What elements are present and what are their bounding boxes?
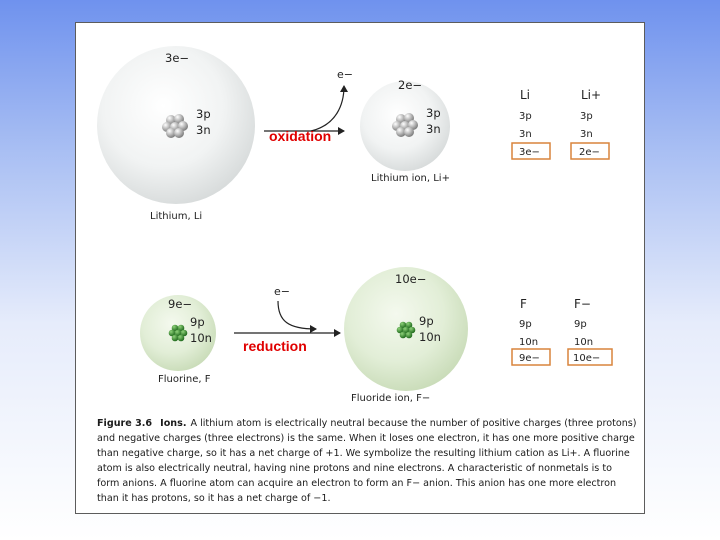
electron-gain-arrow [278,301,316,329]
caption-title: Ions. [160,418,187,429]
f-table-protons-ion: 9p [574,319,587,330]
f-table-protons-atom: 9p [519,319,532,330]
caption-text: A lithium atom is electrically neutral because the number of positive charges (three protons) and negative charges (three electrons) is the same. When it loses one electron, it has one more positive charge than negative charge, so it has a net charge of +1. We symbolize the resulting lithium cation as Li+. A fluorine atom is also electrically neutral, having nine protons and nine electrons. A characteristic of nonmetals is to form anions. A fluorine atom can acquire an electron to form an F− anion. This anion has one more electron than it has protons, so it has a net charge of −1. [97,418,637,504]
fluoride-protons-label: 9p [419,314,434,328]
electron-release-arrow [311,86,344,131]
reduction-label: reduction [243,338,307,354]
li-table-header-ion: Li+ [581,88,602,102]
li-table-electrons-ion: 2e− [579,147,600,158]
lithium-ion-protons-label: 3p [426,106,441,120]
figure-caption [97,416,637,506]
ions-diagram [76,23,646,413]
figure-number: Figure 3.6 [97,418,153,429]
f-table-neutrons-atom: 10n [519,337,539,348]
lithium-electrons-label: 3e− [165,51,190,65]
lithium-protons-label: 3p [196,107,211,121]
fluoride-ion-name: Fluoride ion, F− [351,393,431,404]
fluorine-electrons-label: 9e− [168,297,193,311]
figure-panel [75,22,645,514]
f-table-electrons-ion: 10e− [573,353,601,364]
f-table-neutrons-ion: 10n [574,337,594,348]
li-table-header-atom: Li [520,88,531,102]
lithium-ion-electrons-label: 2e− [398,78,423,92]
oxidation-label: oxidation [269,128,332,144]
lithium-atom-name: Lithium, Li [150,211,203,222]
f-table-electrons-atom: 9e− [519,353,540,364]
lithium-ion-name: Lithium ion, Li+ [371,173,450,184]
li-table-protons-atom: 3p [519,111,532,122]
fluorine-protons-label: 9p [190,315,205,329]
li-table-electrons-atom: 3e− [519,147,540,158]
li-table-protons-ion: 3p [580,111,593,122]
f-table-header-ion: F− [574,297,591,311]
fluoride-electrons-label: 10e− [395,272,427,286]
li-table-neutrons-atom: 3n [519,129,532,140]
f-table-header-atom: F [520,297,527,311]
reduction-electron-label: e− [274,285,290,298]
oxidation-electron-label: e− [337,68,353,81]
lithium-ion-neutrons-label: 3n [426,122,441,136]
lithium-neutrons-label: 3n [196,123,211,137]
fluorine-neutrons-label: 10n [190,331,212,345]
fluoride-neutrons-label: 10n [419,330,441,344]
li-table-neutrons-ion: 3n [580,129,593,140]
fluorine-atom-name: Fluorine, F [158,374,211,385]
